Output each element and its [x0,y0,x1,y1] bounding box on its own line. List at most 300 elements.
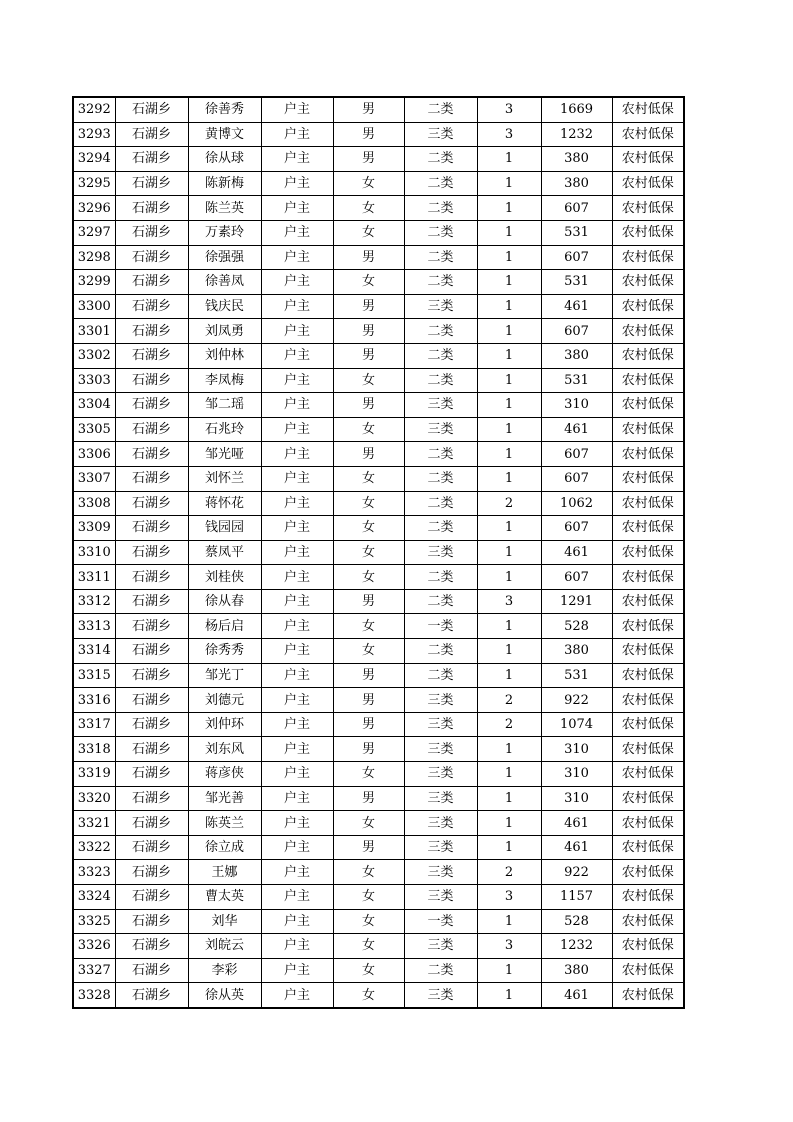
table-row [73,516,684,541]
cell-township: 石湖乡 [115,909,188,934]
cell-name: 杨后启 [188,614,261,639]
table-body [73,97,684,1008]
cell-category: 三类 [404,860,477,885]
cell-row-number: 3293 [73,122,115,147]
cell-household-role: 户主 [261,97,333,122]
cell-household-role: 户主 [261,811,333,836]
cell-amount: 531 [541,270,612,295]
cell-amount: 607 [541,565,612,590]
table-row [73,614,684,639]
cell-name: 刘怀兰 [188,466,261,491]
cell-township: 石湖乡 [115,196,188,221]
cell-household-role: 户主 [261,319,333,344]
cell-row-number: 3315 [73,663,115,688]
cell-township: 石湖乡 [115,491,188,516]
cell-amount: 528 [541,909,612,934]
cell-amount: 922 [541,860,612,885]
cell-member-count: 1 [477,343,541,368]
cell-amount: 1232 [541,934,612,959]
cell-name: 陈英兰 [188,811,261,836]
cell-row-number: 3319 [73,762,115,787]
cell-row-number: 3299 [73,270,115,295]
cell-household-role: 户主 [261,343,333,368]
cell-township: 石湖乡 [115,737,188,762]
cell-category: 三类 [404,811,477,836]
cell-category: 二类 [404,442,477,467]
cell-household-role: 户主 [261,762,333,787]
cell-township: 石湖乡 [115,97,188,122]
table-row [73,294,684,319]
table-row [73,147,684,172]
cell-category: 三类 [404,934,477,959]
cell-category: 二类 [404,171,477,196]
cell-name: 徐立成 [188,835,261,860]
cell-name: 李彩 [188,958,261,983]
cell-aid-type: 农村低保 [612,516,684,541]
table-row [73,885,684,910]
cell-amount: 607 [541,319,612,344]
cell-aid-type: 农村低保 [612,639,684,664]
cell-gender: 女 [333,811,404,836]
cell-member-count: 1 [477,958,541,983]
cell-member-count: 1 [477,368,541,393]
cell-category: 二类 [404,319,477,344]
cell-gender: 女 [333,220,404,245]
cell-aid-type: 农村低保 [612,122,684,147]
cell-township: 石湖乡 [115,122,188,147]
cell-township: 石湖乡 [115,565,188,590]
table-row [73,491,684,516]
cell-category: 三类 [404,688,477,713]
cell-row-number: 3296 [73,196,115,221]
cell-aid-type: 农村低保 [612,147,684,172]
cell-category: 二类 [404,343,477,368]
table-row [73,639,684,664]
cell-gender: 女 [333,934,404,959]
cell-category: 二类 [404,516,477,541]
cell-township: 石湖乡 [115,983,188,1008]
cell-category: 二类 [404,639,477,664]
cell-household-role: 户主 [261,220,333,245]
cell-township: 石湖乡 [115,516,188,541]
cell-aid-type: 农村低保 [612,589,684,614]
cell-household-role: 户主 [261,835,333,860]
cell-row-number: 3297 [73,220,115,245]
cell-household-role: 户主 [261,147,333,172]
cell-aid-type: 农村低保 [612,688,684,713]
cell-amount: 461 [541,983,612,1008]
cell-name: 王娜 [188,860,261,885]
cell-township: 石湖乡 [115,663,188,688]
cell-gender: 女 [333,614,404,639]
cell-household-role: 户主 [261,393,333,418]
table-row [73,171,684,196]
cell-household-role: 户主 [261,983,333,1008]
cell-member-count: 1 [477,442,541,467]
cell-amount: 310 [541,762,612,787]
cell-member-count: 1 [477,516,541,541]
cell-name: 刘仲环 [188,712,261,737]
cell-row-number: 3328 [73,983,115,1008]
cell-gender: 男 [333,343,404,368]
cell-gender: 女 [333,270,404,295]
cell-household-role: 户主 [261,245,333,270]
cell-member-count: 1 [477,639,541,664]
cell-row-number: 3308 [73,491,115,516]
cell-row-number: 3313 [73,614,115,639]
cell-aid-type: 农村低保 [612,909,684,934]
cell-category: 一类 [404,614,477,639]
table-row [73,934,684,959]
cell-aid-type: 农村低保 [612,196,684,221]
table-row [73,393,684,418]
cell-aid-type: 农村低保 [612,983,684,1008]
cell-name: 刘仲林 [188,343,261,368]
table-row [73,958,684,983]
cell-category: 三类 [404,885,477,910]
cell-aid-type: 农村低保 [612,270,684,295]
cell-member-count: 2 [477,491,541,516]
cell-amount: 528 [541,614,612,639]
cell-aid-type: 农村低保 [612,171,684,196]
cell-gender: 男 [333,712,404,737]
table-row [73,688,684,713]
cell-name: 徐从春 [188,589,261,614]
cell-amount: 380 [541,639,612,664]
cell-category: 二类 [404,245,477,270]
cell-member-count: 1 [477,270,541,295]
cell-township: 石湖乡 [115,835,188,860]
table-row [73,565,684,590]
cell-name: 徐从球 [188,147,261,172]
cell-name: 蒋怀花 [188,491,261,516]
cell-member-count: 1 [477,220,541,245]
cell-member-count: 1 [477,417,541,442]
table-row [73,762,684,787]
cell-aid-type: 农村低保 [612,958,684,983]
cell-household-role: 户主 [261,639,333,664]
cell-township: 石湖乡 [115,270,188,295]
table-row [73,860,684,885]
cell-township: 石湖乡 [115,589,188,614]
cell-row-number: 3310 [73,540,115,565]
cell-category: 三类 [404,737,477,762]
cell-amount: 1291 [541,589,612,614]
cell-household-role: 户主 [261,860,333,885]
cell-aid-type: 农村低保 [612,319,684,344]
cell-gender: 男 [333,245,404,270]
cell-amount: 531 [541,220,612,245]
cell-household-role: 户主 [261,516,333,541]
table-row [73,983,684,1008]
cell-township: 石湖乡 [115,540,188,565]
cell-category: 三类 [404,122,477,147]
cell-gender: 女 [333,491,404,516]
cell-township: 石湖乡 [115,860,188,885]
cell-row-number: 3305 [73,417,115,442]
cell-township: 石湖乡 [115,220,188,245]
cell-category: 一类 [404,909,477,934]
cell-name: 万素玲 [188,220,261,245]
cell-household-role: 户主 [261,958,333,983]
cell-member-count: 1 [477,614,541,639]
cell-aid-type: 农村低保 [612,343,684,368]
cell-category: 二类 [404,368,477,393]
cell-gender: 女 [333,368,404,393]
table-row [73,417,684,442]
cell-amount: 607 [541,245,612,270]
cell-amount: 380 [541,958,612,983]
table-row [73,343,684,368]
cell-township: 石湖乡 [115,934,188,959]
cell-township: 石湖乡 [115,245,188,270]
cell-name: 徐善秀 [188,97,261,122]
cell-name: 黄博文 [188,122,261,147]
cell-name: 刘凤勇 [188,319,261,344]
cell-household-role: 户主 [261,909,333,934]
cell-aid-type: 农村低保 [612,811,684,836]
cell-household-role: 户主 [261,417,333,442]
cell-amount: 1157 [541,885,612,910]
cell-aid-type: 农村低保 [612,368,684,393]
cell-member-count: 1 [477,762,541,787]
cell-row-number: 3303 [73,368,115,393]
cell-row-number: 3320 [73,786,115,811]
table-row [73,835,684,860]
cell-amount: 1669 [541,97,612,122]
cell-gender: 女 [333,196,404,221]
cell-household-role: 户主 [261,663,333,688]
table-row [73,540,684,565]
cell-row-number: 3322 [73,835,115,860]
cell-category: 二类 [404,663,477,688]
cell-name: 刘华 [188,909,261,934]
cell-township: 石湖乡 [115,762,188,787]
cell-category: 三类 [404,835,477,860]
cell-member-count: 1 [477,835,541,860]
cell-row-number: 3326 [73,934,115,959]
cell-gender: 男 [333,393,404,418]
cell-household-role: 户主 [261,294,333,319]
cell-row-number: 3306 [73,442,115,467]
cell-name: 钱庆民 [188,294,261,319]
cell-township: 石湖乡 [115,786,188,811]
cell-row-number: 3301 [73,319,115,344]
cell-gender: 男 [333,442,404,467]
cell-row-number: 3316 [73,688,115,713]
cell-row-number: 3311 [73,565,115,590]
cell-category: 三类 [404,786,477,811]
cell-name: 刘德元 [188,688,261,713]
table-row [73,442,684,467]
cell-gender: 女 [333,639,404,664]
cell-gender: 男 [333,319,404,344]
cell-aid-type: 农村低保 [612,786,684,811]
cell-name: 徐秀秀 [188,639,261,664]
cell-name: 陈新梅 [188,171,261,196]
aid-roster-table [72,96,685,1009]
cell-category: 二类 [404,147,477,172]
cell-gender: 男 [333,147,404,172]
cell-member-count: 1 [477,147,541,172]
cell-amount: 1062 [541,491,612,516]
cell-row-number: 3324 [73,885,115,910]
cell-category: 二类 [404,958,477,983]
cell-member-count: 1 [477,319,541,344]
cell-amount: 310 [541,393,612,418]
cell-gender: 女 [333,958,404,983]
cell-gender: 女 [333,983,404,1008]
cell-row-number: 3298 [73,245,115,270]
cell-member-count: 3 [477,589,541,614]
table-row [73,245,684,270]
cell-township: 石湖乡 [115,712,188,737]
cell-row-number: 3323 [73,860,115,885]
cell-household-role: 户主 [261,885,333,910]
cell-row-number: 3317 [73,712,115,737]
cell-household-role: 户主 [261,614,333,639]
table-row [73,220,684,245]
cell-amount: 461 [541,835,612,860]
cell-aid-type: 农村低保 [612,442,684,467]
cell-category: 二类 [404,97,477,122]
cell-aid-type: 农村低保 [612,835,684,860]
cell-row-number: 3294 [73,147,115,172]
cell-row-number: 3325 [73,909,115,934]
cell-category: 三类 [404,983,477,1008]
cell-aid-type: 农村低保 [612,737,684,762]
cell-row-number: 3327 [73,958,115,983]
cell-name: 邹二瑶 [188,393,261,418]
cell-aid-type: 农村低保 [612,885,684,910]
cell-household-role: 户主 [261,688,333,713]
cell-gender: 男 [333,835,404,860]
cell-amount: 607 [541,466,612,491]
cell-name: 徐善凤 [188,270,261,295]
cell-aid-type: 农村低保 [612,466,684,491]
cell-category: 二类 [404,589,477,614]
cell-township: 石湖乡 [115,343,188,368]
cell-gender: 女 [333,516,404,541]
cell-gender: 女 [333,171,404,196]
cell-name: 邹光丁 [188,663,261,688]
cell-member-count: 1 [477,983,541,1008]
table-row [73,786,684,811]
cell-aid-type: 农村低保 [612,712,684,737]
cell-aid-type: 农村低保 [612,614,684,639]
table-row [73,589,684,614]
table-row [73,122,684,147]
cell-aid-type: 农村低保 [612,565,684,590]
cell-aid-type: 农村低保 [612,762,684,787]
cell-amount: 531 [541,663,612,688]
cell-household-role: 户主 [261,196,333,221]
cell-row-number: 3307 [73,466,115,491]
cell-amount: 380 [541,147,612,172]
cell-member-count: 1 [477,294,541,319]
cell-amount: 1232 [541,122,612,147]
cell-gender: 男 [333,663,404,688]
cell-category: 三类 [404,762,477,787]
cell-township: 石湖乡 [115,442,188,467]
cell-amount: 461 [541,417,612,442]
cell-category: 二类 [404,220,477,245]
cell-name: 徐从英 [188,983,261,1008]
cell-aid-type: 农村低保 [612,417,684,442]
cell-aid-type: 农村低保 [612,540,684,565]
cell-member-count: 2 [477,688,541,713]
table-row [73,737,684,762]
cell-gender: 女 [333,885,404,910]
cell-member-count: 1 [477,540,541,565]
cell-amount: 922 [541,688,612,713]
cell-name: 李凤梅 [188,368,261,393]
cell-member-count: 1 [477,196,541,221]
cell-township: 石湖乡 [115,614,188,639]
cell-amount: 607 [541,442,612,467]
cell-aid-type: 农村低保 [612,663,684,688]
cell-name: 邹光哑 [188,442,261,467]
cell-household-role: 户主 [261,934,333,959]
cell-township: 石湖乡 [115,639,188,664]
table-row [73,196,684,221]
cell-member-count: 3 [477,934,541,959]
cell-category: 三类 [404,393,477,418]
cell-gender: 女 [333,860,404,885]
cell-aid-type: 农村低保 [612,393,684,418]
cell-amount: 607 [541,196,612,221]
cell-row-number: 3312 [73,589,115,614]
cell-name: 陈兰英 [188,196,261,221]
cell-name: 邹光善 [188,786,261,811]
cell-amount: 461 [541,294,612,319]
cell-name: 钱园园 [188,516,261,541]
cell-gender: 女 [333,466,404,491]
cell-gender: 男 [333,688,404,713]
cell-amount: 461 [541,811,612,836]
table-row [73,368,684,393]
cell-category: 二类 [404,270,477,295]
cell-township: 石湖乡 [115,393,188,418]
cell-household-role: 户主 [261,122,333,147]
cell-amount: 310 [541,786,612,811]
cell-member-count: 1 [477,786,541,811]
cell-gender: 男 [333,97,404,122]
cell-gender: 女 [333,565,404,590]
cell-household-role: 户主 [261,565,333,590]
cell-name: 刘东风 [188,737,261,762]
cell-household-role: 户主 [261,737,333,762]
cell-row-number: 3302 [73,343,115,368]
cell-amount: 531 [541,368,612,393]
cell-member-count: 1 [477,245,541,270]
table-row [73,811,684,836]
cell-household-role: 户主 [261,171,333,196]
table-row [73,663,684,688]
cell-gender: 男 [333,122,404,147]
cell-name: 刘皖云 [188,934,261,959]
cell-amount: 380 [541,171,612,196]
cell-township: 石湖乡 [115,147,188,172]
cell-category: 二类 [404,491,477,516]
table-row [73,270,684,295]
cell-member-count: 3 [477,122,541,147]
cell-household-role: 户主 [261,270,333,295]
cell-row-number: 3314 [73,639,115,664]
cell-name: 曹太英 [188,885,261,910]
cell-household-role: 户主 [261,491,333,516]
cell-gender: 男 [333,589,404,614]
